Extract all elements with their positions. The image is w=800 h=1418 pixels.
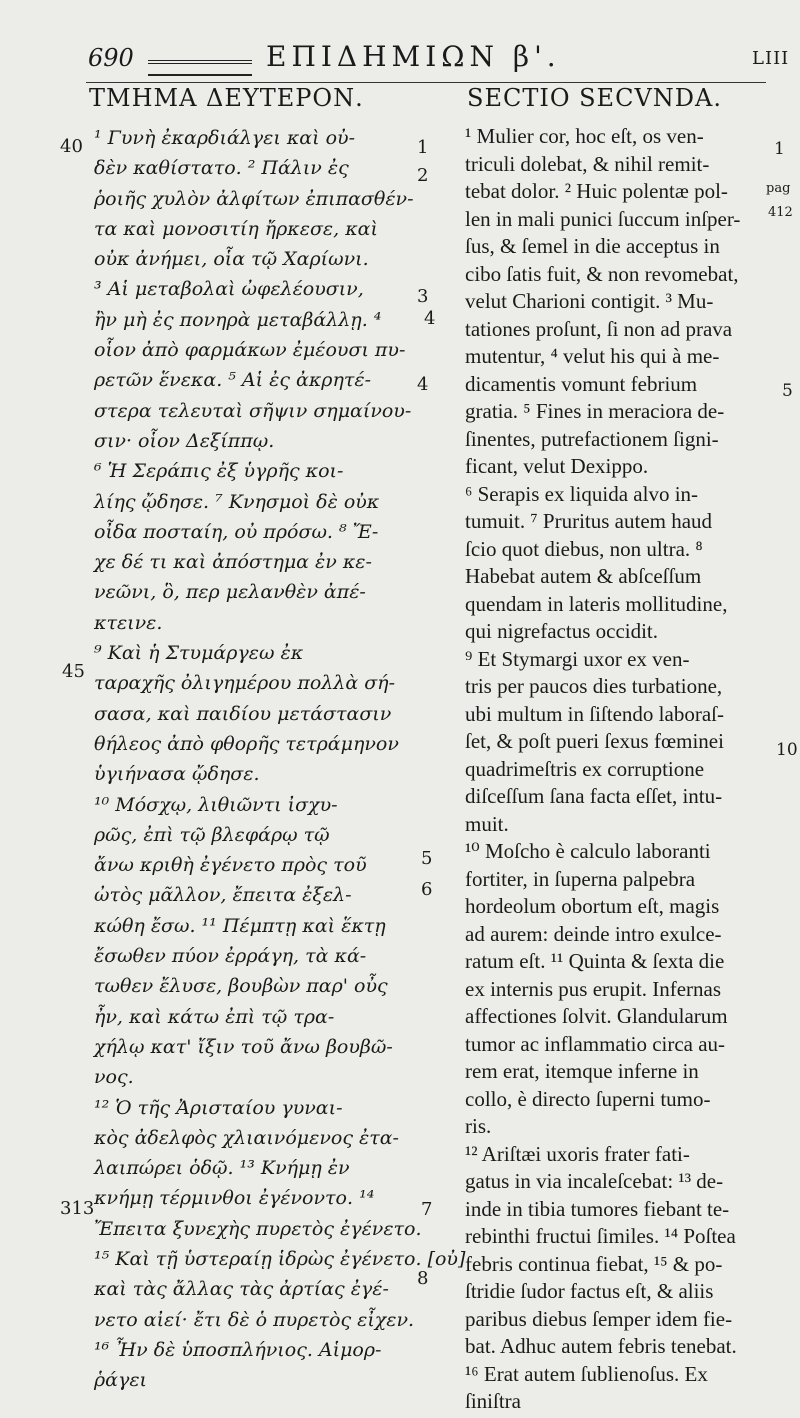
- inner-margin-number: 4: [424, 308, 436, 329]
- text-line: κνήμῃ τέρμινθοι ἐγένοντο. ¹⁴: [94, 1187, 375, 1210]
- text-line: ⁶ Serapis ex liquida alvo in-: [465, 481, 699, 506]
- inner-margin-number: 2: [417, 165, 429, 186]
- text-line: ex internis pus erupit. Infernas: [465, 976, 722, 1001]
- inner-margin-number: 4: [417, 374, 429, 395]
- text-line: muit.: [465, 811, 509, 836]
- text-line: χήλῳ κατ' ἴξιν τοῦ ἄνω βουβῶ-: [94, 1035, 393, 1058]
- inner-margin-number: 5: [421, 848, 433, 869]
- text-line: affectiones ſolvit. Glandularum: [465, 1004, 728, 1028]
- text-line: χε δέ τι καὶ ἀπόστημα ἐν κε-: [94, 551, 372, 574]
- text-line: δὲν καθίστατο. ² Πάλιν ἐς: [94, 157, 349, 180]
- text-line: κτεινε.: [94, 611, 163, 634]
- text-line: ἄνω κριθὴ ἐγένετο πρὸς τοῦ: [94, 854, 367, 877]
- text-line: ⁹ Et Stymargi uxor ex ven-: [465, 646, 690, 671]
- text-line: diſceſſum ſana facta eſſet, intu-: [465, 784, 723, 808]
- text-line: νεῶνι, ὃ, περ μελανθὲν ἀπέ-: [94, 581, 366, 604]
- text-line: στερα τελευταὶ σῆψιν σημαίνου-: [94, 399, 412, 422]
- text-line: ρῶς, ἐπὶ τῷ βλεφάρῳ τῷ: [94, 823, 330, 846]
- text-line: ῥάγει: [94, 1369, 148, 1392]
- text-line: νετο αἰεί· ἔτι δὲ ὁ πυρετὸς εἶχεν.: [94, 1308, 415, 1331]
- text-line: ἦν, καὶ κάτω ἐπὶ τῷ τρα-: [94, 1005, 335, 1028]
- text-line: bat. Adhuc autem febris tenebat.: [465, 1334, 737, 1358]
- text-line: tumor ac inflammatio circa au-: [465, 1031, 726, 1056]
- text-line: κώθη ἔσω. ¹¹ Πέμπτῃ καὶ ἕκτῃ: [94, 914, 386, 937]
- text-line: len in mali punici ſuccum inſper-: [465, 206, 741, 231]
- text-line: rebinthi fructui ſimiles. ¹⁴ Poſtea: [465, 1224, 736, 1248]
- text-line: ¹⁰ Μόσχῳ, λιθιῶντι ἰσχυ-: [94, 793, 338, 816]
- text-line: ¹⁶ Erat autem ſublienoſus. Ex: [465, 1361, 708, 1386]
- text-line: νος.: [94, 1066, 134, 1089]
- right-margin-number: 412: [768, 205, 793, 220]
- text-line: Habebat autem & abſceſſum: [465, 564, 702, 588]
- text-line: mutentur, ⁴ velut his qui à me-: [465, 344, 720, 368]
- left-margin-number: 313: [60, 1198, 95, 1219]
- text-line: σιν· οἷον Δεξίππῳ.: [94, 429, 275, 452]
- text-line: ὑγιήνασα ᾤδησε.: [94, 763, 260, 786]
- text-line: Ἔπειτα ξυνεχὴς πυρετὸς ἐγένετο.: [94, 1217, 422, 1240]
- header-rule: [86, 82, 766, 83]
- text-line: λαιπώρει ὁδῷ. ¹³ Κνήμῃ ἐν: [94, 1157, 350, 1180]
- latin-section-heading: SECTIO SECVNDA.: [467, 84, 722, 112]
- text-line: ratum eſt. ¹¹ Quinta & ſexta die: [465, 949, 725, 973]
- signature-mark: LIII: [752, 48, 790, 69]
- right-margin-page-label: pag: [766, 181, 791, 196]
- text-line: ficant, velut Dexippo.: [465, 454, 649, 478]
- running-header: [0, 30, 800, 80]
- text-line: quadrimeſtris ex corruptione: [465, 756, 705, 781]
- text-line: ad aurem: deinde intro exulce-: [465, 921, 722, 946]
- text-line: rem erat, itemque inferne in: [465, 1059, 699, 1083]
- text-line: ῥοιῆς χυλὸν ἀλφίτων ἐπιπασθέν-: [94, 187, 414, 210]
- text-line: ⁶ Ἡ Σεράπις ἐξ ὑγρῆς κοι-: [94, 460, 344, 483]
- text-line: ⁹ Καὶ ἡ Στυμάργεω ἐκ: [94, 642, 304, 665]
- text-line: ris.: [465, 1114, 492, 1138]
- text-line: ſet, & poſt pueri ſexus fœminei: [465, 729, 724, 753]
- text-line: dicamentis vomunt febrium: [465, 371, 698, 396]
- text-line: τα καὶ μονοσιτίη ἤρκεσε, καὶ: [94, 217, 378, 240]
- text-line: ¹⁶ Ἦν δὲ ὑποσπλήνιος. Αἱμορ-: [94, 1338, 382, 1361]
- inner-margin-number: 1: [417, 137, 429, 158]
- text-line: ¹² Ὁ τῆς Ἀρισταίου γυναι-: [94, 1096, 343, 1119]
- text-line: tebat dolor. ² Huic polentæ pol-: [465, 179, 728, 203]
- text-line: febris continua fiebat, ¹⁵ & po-: [465, 1251, 723, 1276]
- text-line: velut Charioni contigit. ³ Mu-: [465, 289, 714, 313]
- text-line: hordeolum obortum eſt, magis: [465, 894, 720, 918]
- greek-column: [94, 123, 466, 1395]
- text-line: σασα, καὶ παιδίου μετάστασιν: [94, 702, 392, 725]
- text-line: ubi multum in ſiſtendo laboraſ-: [465, 701, 724, 726]
- header-ornament: [148, 60, 252, 76]
- right-margin-number: 10: [776, 740, 798, 760]
- text-line: ſcio quot diebus, non ultra. ⁸: [465, 536, 703, 561]
- inner-margin-number: 8: [417, 1268, 429, 1289]
- text-line: ſinentes, putrefactionem ſigni-: [465, 426, 719, 451]
- text-line: θήλεος ἀπὸ φθορῆς τετράμηνον: [94, 732, 399, 755]
- text-line: ὠτὸς μᾶλλον, ἔπειτα ἐξελ-: [94, 884, 352, 907]
- text-line: quendam in lateris mollitudine,: [465, 591, 728, 616]
- latin-column: [465, 123, 771, 1416]
- inner-margin-number: 7: [421, 1199, 433, 1220]
- text-line: καὶ τὰς ἄλλας τὰς ἀρτίας ἐγέ-: [94, 1278, 389, 1301]
- text-line: οὐκ ἀνήμει, οἷα τῷ Χαρίωνι.: [94, 248, 369, 271]
- right-margin-number: 1: [774, 139, 785, 159]
- text-line: tris per paucos dies turbatione,: [465, 674, 723, 698]
- inner-margin-number: 6: [421, 879, 433, 900]
- inner-margin-number: 3: [417, 286, 429, 307]
- text-line: paribus diebus ſemper idem fie-: [465, 1306, 733, 1331]
- page-number: 690: [88, 44, 134, 72]
- text-line: οἷον ἀπὸ φαρμάκων ἐμέουσι πυ-: [94, 339, 406, 362]
- text-line: fortiter, in ſuperna palpebra: [465, 866, 696, 891]
- text-line: ρετῶν ἕνεκα. ⁵ Αἱ ἐς ἀκρητέ-: [94, 369, 371, 392]
- left-margin-number: 45: [62, 661, 85, 682]
- text-line: gratia. ⁵ Fines in meraciora de-: [465, 399, 725, 423]
- text-line: collo, è directo ſuperni tumo-: [465, 1086, 711, 1111]
- text-line: τωθεν ἔλυσε, βουβὼν παρ' οὖς: [94, 975, 388, 998]
- text-line: ¹² Ariſtæi uxoris frater fati-: [465, 1141, 690, 1166]
- text-line: ἢν μὴ ἐς πονηρὰ μεταβάλλῃ. ⁴: [94, 308, 382, 331]
- text-line: ¹ Γυνὴ ἐκαρδιάλγει καὶ οὐ-: [94, 127, 356, 149]
- running-title: ΕΠΙΔΗΜΙΩΝ β'.: [266, 40, 561, 73]
- text-line: cibo ſatis fuit, & non revomebat,: [465, 261, 739, 286]
- text-line: tumuit. ⁷ Pruritus autem haud: [465, 509, 713, 533]
- text-line: ταραχῆς ὀλιγημέρου πολλὰ σή-: [94, 672, 395, 695]
- right-margin-number: 5: [782, 381, 793, 401]
- left-margin-number: 40: [60, 136, 83, 157]
- text-line: ³ Αἱ μεταβολαὶ ὠφελέουσιν,: [94, 278, 364, 301]
- text-line: ſiniſtra: [465, 1389, 521, 1413]
- text-line: ¹ Mulier cor, hoc eſt, os ven-: [465, 124, 704, 148]
- text-line: ¹⁵ Καὶ τῇ ὑστεραίῃ ἱδρὼς ἐγένετο. [οὐ]: [94, 1247, 466, 1270]
- text-line: triculi dolebat, & nihil remit-: [465, 151, 710, 176]
- text-line: οἶδα ποσταίη, οὐ πρόσω. ⁸ Ἔ-: [94, 520, 379, 543]
- greek-section-heading: ΤΜΗΜΑ ΔΕΥΤΕΡΟΝ.: [89, 84, 364, 112]
- text-line: inde in tibia tumores fiebant te-: [465, 1196, 730, 1221]
- text-line: qui nigrefactus occidit.: [465, 619, 659, 643]
- text-line: tationes proſunt, ſi non ad prava: [465, 316, 733, 341]
- text-line: ſtridie ſudor factus eſt, & aliis: [465, 1279, 714, 1303]
- text-line: ἔσωθεν πύον ἐρράγη, τὰ κά-: [94, 945, 367, 968]
- text-line: ſus, & ſemel in die acceptus in: [465, 234, 720, 258]
- text-line: κὸς ἀδελφὸς χλιαινόμενος ἐτα-: [94, 1126, 399, 1149]
- text-line: gatus in via incaleſcebat: ¹³ de-: [465, 1169, 724, 1193]
- text-line: λίης ᾤδησε. ⁷ Κνησμοὶ δὲ οὐκ: [94, 490, 380, 513]
- text-line: ¹⁰ Moſcho è calculo laboranti: [465, 839, 711, 863]
